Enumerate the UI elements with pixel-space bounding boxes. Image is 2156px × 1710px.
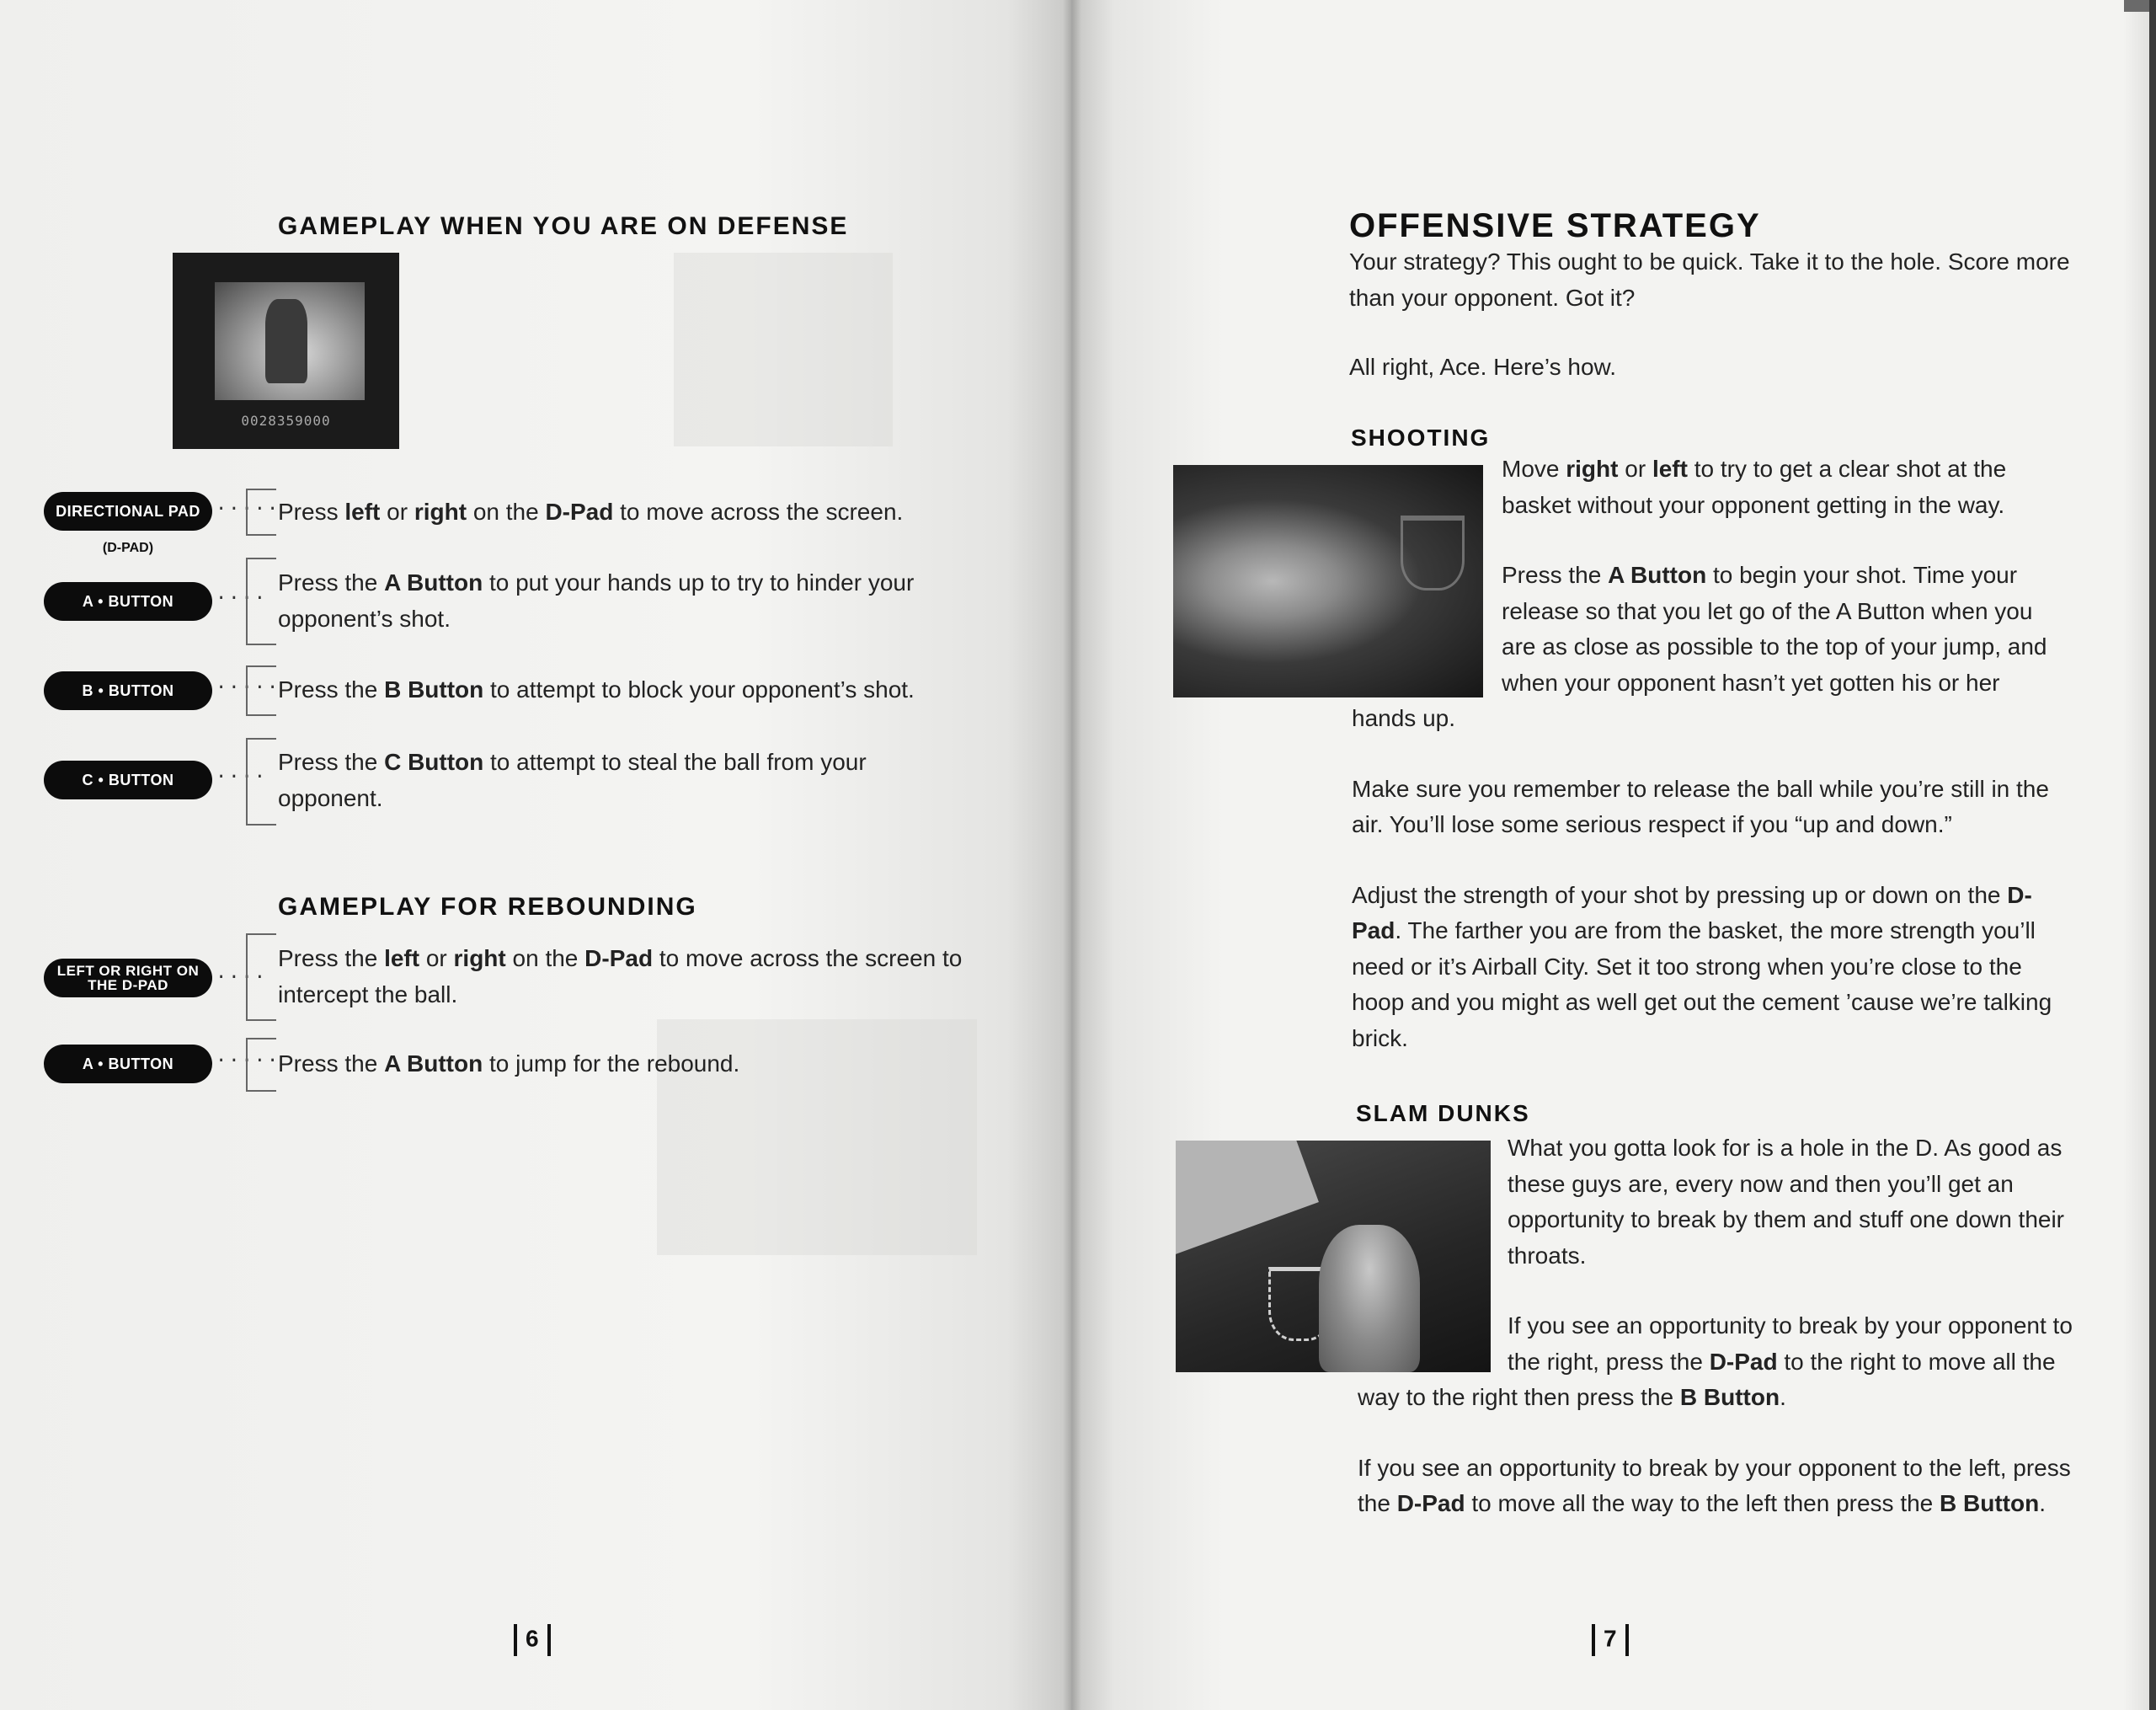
backboard <box>1176 1141 1319 1257</box>
bracket <box>246 933 276 1021</box>
photo-float-spacer <box>1352 452 1502 697</box>
dunk-paragraph: If you see an opportunity to break by your opponent to the right, press the D-Pad to the right to move all the way to the right then press the B Button. <box>1358 1312 2073 1410</box>
offense-paragraph: All right, Ace. Here’s how. <box>1349 354 1616 380</box>
dpad-pill: DIRECTIONAL PAD <box>44 492 212 531</box>
leader-dots: ····· <box>216 1050 280 1071</box>
leader-dots: ···· <box>216 967 267 988</box>
bracket <box>246 558 276 645</box>
page-edge-corner <box>2124 0 2149 12</box>
shooting-paragraph: Move right or left to try to get a clear shot at the basket without your opponent getting in the way. <box>1502 456 2007 518</box>
slam-dunks-text <box>1358 1130 2082 1522</box>
page-edge <box>2149 0 2156 1710</box>
page-number-right <box>1583 1624 1637 1656</box>
b-button-instruction: Press the B Button to attempt to block your opponent’s shot. <box>278 676 915 703</box>
rebound-jump-instruction: Press the A Button to jump for the rebound. <box>278 1050 740 1077</box>
defense-screenshot <box>173 253 399 449</box>
left-right-dpad-pill: LEFT OR RIGHT ON THE D-PAD <box>44 959 212 997</box>
leader-dots: ···· <box>216 767 267 788</box>
dunk-paragraph: If you see an opportunity to break by your opponent to the left, press the D-Pad to move all the way to the left then press the B Button. <box>1358 1454 2071 1516</box>
rebounding-heading: GAMEPLAY FOR REBOUNDING <box>278 893 697 921</box>
left-page <box>0 0 1071 1710</box>
slam-dunks-heading: SLAM DUNKS <box>1356 1100 1530 1126</box>
c-button-pill: C • BUTTON <box>44 761 212 799</box>
offense-paragraph: Your strategy? This ought to be quick. Take it to the hole. Score more than your opponent. Got it? <box>1349 248 2070 311</box>
c-button-instruction: Press the C Button to attempt to steal the ball from your opponent. <box>278 749 867 811</box>
game-court-view <box>215 282 365 400</box>
offense-heading: OFFENSIVE STRATEGY <box>1349 207 1761 244</box>
bracket <box>246 738 276 826</box>
a-button-pill: A • BUTTON <box>44 582 212 621</box>
shooting-paragraph: Press the A Button to begin your shot. Time your release so that you let go of the A Button when you are as close as possible to the top of your jump, and when your opponent hasn’t yet gotten his or her hands up. <box>1352 562 2047 731</box>
defense-heading: GAMEPLAY WHEN YOU ARE ON DEFENSE <box>278 212 849 240</box>
shooting-heading: SHOOTING <box>1351 425 1491 451</box>
page-number-value: 6 <box>526 1625 539 1652</box>
dunk-paragraph: What you gotta look for is a hole in the D. As good as these guys are, every now and then you’ll get an opportunity to break by them and stuff one down their throats. <box>1508 1135 2065 1269</box>
shooting-paragraph: Make sure you remember to release the ball while you’re still in the air. You’ll lose some serious respect if you “up and down.” <box>1352 775 2049 837</box>
bracket <box>246 489 276 536</box>
a-button-pill-rebound: A • BUTTON <box>44 1045 212 1083</box>
leader-dots: ····· <box>216 499 280 520</box>
shooting-text <box>1352 452 2068 1056</box>
bracket <box>246 1038 276 1092</box>
dpad-instruction: Press left or right on the D-Pad to move across the screen. <box>278 499 904 525</box>
dpad-sub-label: (D-PAD) <box>102 541 154 555</box>
bracket <box>246 665 276 716</box>
leader-dots: ····· <box>216 677 280 698</box>
leader-dots: ···· <box>216 588 267 609</box>
b-button-pill: B • BUTTON <box>44 671 212 710</box>
rebound-move-instruction: Press the left or right on the D-Pad to move across the screen to intercept the ball. <box>278 945 963 1007</box>
score-display: 0028359000 <box>241 413 331 429</box>
offense-intro <box>1349 244 2090 386</box>
photo-float-spacer <box>1358 1130 1508 1378</box>
page-number-value: 7 <box>1604 1625 1617 1652</box>
a-button-instruction: Press the A Button to put your hands up to try to hinder your opponent’s shot. <box>278 569 915 632</box>
bleed-through-shadow <box>674 253 893 446</box>
page-number-left <box>505 1624 559 1656</box>
book-spine <box>1063 0 1081 1710</box>
player-silhouette <box>265 299 307 383</box>
shooting-paragraph: Adjust the strength of your shot by pressing up or down on the D-Pad. The farther you are from the basket, the more strength you’ll need or it’s Airball City. Set it too strong when you’re close to the hoop and you might as well get out the cement ’cause we’re talking brick. <box>1352 881 2052 1051</box>
